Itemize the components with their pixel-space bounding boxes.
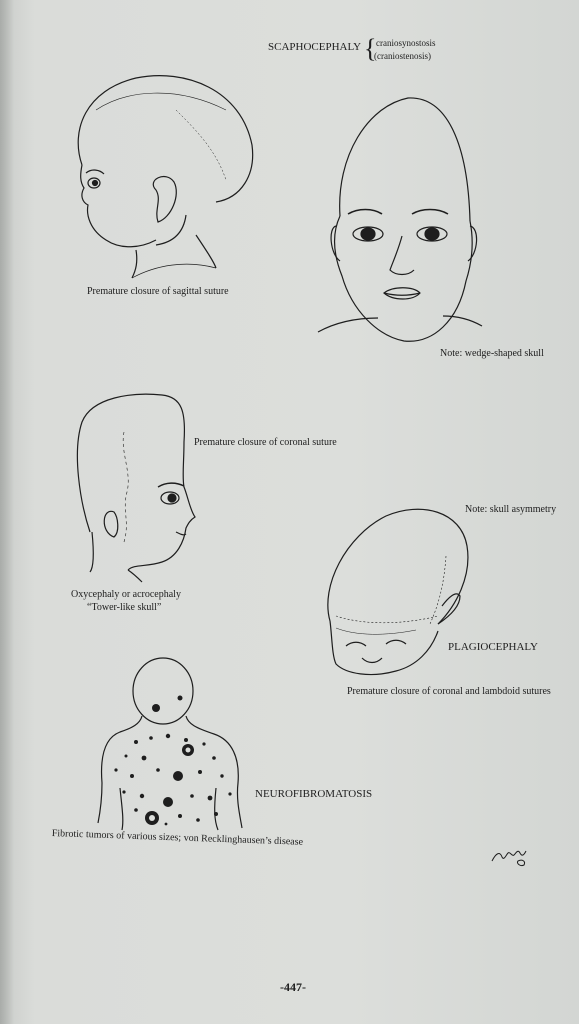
figure-neurofibromatosis-back: [96, 658, 246, 833]
subcaption-tower-skull: “Tower-like skull”: [87, 602, 162, 613]
header-brace: {: [364, 34, 377, 63]
title-neurofibromatosis: NEUROFIBROMATOSIS: [255, 788, 373, 800]
header-bracket-line-2: (craniostenosis): [374, 51, 431, 61]
figure-plagiocephaly-head: [326, 506, 471, 681]
caption-coronal: Premature closure of coronal suture: [194, 437, 337, 448]
note-wedge-skull: Note: wedge-shaped skull: [440, 348, 544, 359]
artist-signature: [490, 843, 530, 872]
figure-sagittal-profile: [66, 70, 256, 285]
subcaption-oxycephaly: Oxycephaly or acrocephaly: [71, 589, 181, 600]
header-bracket-line-1: craniosynostosis: [376, 38, 436, 48]
note-skull-asymmetry: Note: skull asymmetry: [465, 504, 557, 515]
header-title: SCAPHOCEPHALY: [268, 41, 362, 53]
caption-sagittal: Premature closure of sagittal suture: [87, 286, 229, 297]
caption-neurofibromatosis: Fibrotic tumors of various sizes; von Recklinghausen’s disease: [51, 828, 304, 848]
figure-wedge-skull-face: [318, 96, 483, 354]
caption-plagiocephaly: Premature closure of coronal and lambdoid sutures: [347, 686, 551, 697]
page-number: -447-: [280, 980, 306, 994]
title-plagiocephaly: PLAGIOCEPHALY: [448, 641, 538, 653]
figure-oxycephaly-profile: [72, 392, 202, 587]
spine-shadow: [0, 0, 14, 1024]
